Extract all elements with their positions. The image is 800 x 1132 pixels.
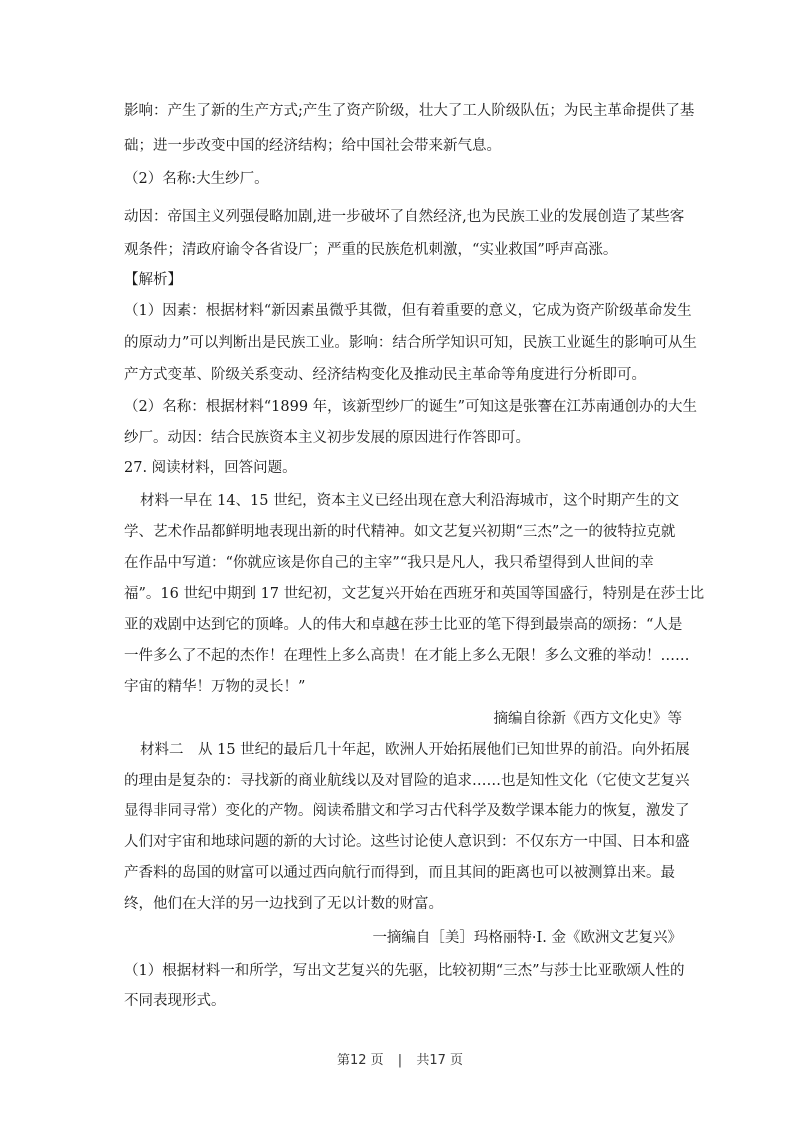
material-line: 材料一早在 14、15 世纪，资本主义已经出现在意大利沿海城市，这个时期产生的文 — [140, 493, 680, 509]
material-line: 显得非同寻常）变化的产物。阅读希腊文和学习古代科学及数学课本能力的恢复，激发了 — [124, 803, 690, 819]
material-line: 终，他们在大洋的另一边找到了无以计数的财富。 — [124, 896, 443, 912]
analysis-line: 产方式变革、阶级关系变动、经济结构变化及推动民主革命等角度进行分析即可。 — [124, 367, 646, 383]
source-citation: 摘编自徐新《西方文化史》等 — [493, 711, 682, 727]
page-total: 共17 页 — [416, 1053, 464, 1068]
question-line: 不同表现形式。 — [124, 993, 226, 1009]
analysis-heading: 【解析】 — [124, 272, 182, 288]
material-line: 亚的戏剧中达到它的顶峰。人的伟大和卓越在莎士比亚的笔下得到最崇高的颂扬：“人是 — [124, 617, 683, 633]
question-title: 27. 阅读材料，回答问题。 — [124, 460, 297, 476]
material-line: 宇宙的精华！万物的灵长！” — [124, 679, 306, 695]
source-citation: 一摘编自［美］玛格丽特·I. 金《欧洲文艺复兴》 — [372, 930, 682, 946]
analysis-line: 的原动力”可以判断出是民族工业。影响：结合所学知识可知，民族工业诞生的影响可从生 — [124, 335, 697, 351]
analysis-line: 纱厂。动因：结合民族资本主义初步发展的原因进行作答即可。 — [124, 430, 530, 446]
analysis-line: （2）名称：根据材料“1899 年，该新型纱厂的诞生”可知这是张謇在江苏南通创办的大生 — [124, 399, 698, 415]
answer-line: 动因：帝国主义列强侵略加剧,进一步破坏了自然经济,也为民族工业的发展创造了某些客 — [124, 209, 685, 225]
material-line: 一件多么了不起的杰作！在理性上多么高贵！在才能上多么无限！多么文雅的举动！…… — [124, 648, 690, 664]
answer-line: （2）名称:大生纱厂。 — [124, 171, 269, 187]
footer-separator: | — [397, 1053, 403, 1068]
analysis-line: （1）因素：根据材料“新因素虽微乎其微，但有着重要的意义，它成为资产阶级革命发生 — [124, 303, 692, 319]
material-line: 学、艺术作品都鲜明地表现出新的时代精神。如文艺复兴初期“三杰”之一的彼特拉克就 — [124, 524, 676, 540]
material-line: 材料二 从 15 世纪的最后几十年起，欧洲人开始拓展他们已知世界的前沿。向外拓展 — [140, 742, 690, 758]
answer-line: 观条件；清政府谕令各省设厂；严重的民族危机刺激，“实业救国”呼声高涨。 — [124, 242, 618, 258]
material-line: 产香料的岛国的财富可以通过西向航行而得到，而且其间的距离也可以被测算出来。最 — [124, 865, 675, 881]
question-line: （1）根据材料一和所学，写出文艺复兴的先驱，比较初期“三杰”与莎士比亚歌颂人性的 — [124, 963, 685, 979]
page-number: 第12 页 — [336, 1053, 384, 1068]
page-footer — [0, 1049, 800, 1068]
material-line: 人们对宇宙和地球问题的新的大讨论。这些讨论使人意识到：不仅东方一中国、日本和盛 — [124, 834, 690, 850]
material-line: 福”。16 世纪中期到 17 世纪初，文艺复兴开始在西班牙和英国等国盛行，特别是在莎士比 — [124, 586, 705, 602]
answer-line: 础；进一步改变中国的经济结构；给中国社会带来新气息。 — [124, 138, 501, 154]
answer-line: 影响：产生了新的生产方式;产生了资产阶级，壮大了工人阶级队伍；为民主革命提供了基 — [124, 103, 695, 119]
material-line: 在作品中写道：“你就应该是你自己的主宰”“我只是凡人，我只希望得到人世间的幸 — [124, 555, 654, 571]
material-line: 的理由是复杂的：寻找新的商业航线以及对冒险的追求……也是知性文化（它使文艺复兴 — [124, 773, 690, 789]
